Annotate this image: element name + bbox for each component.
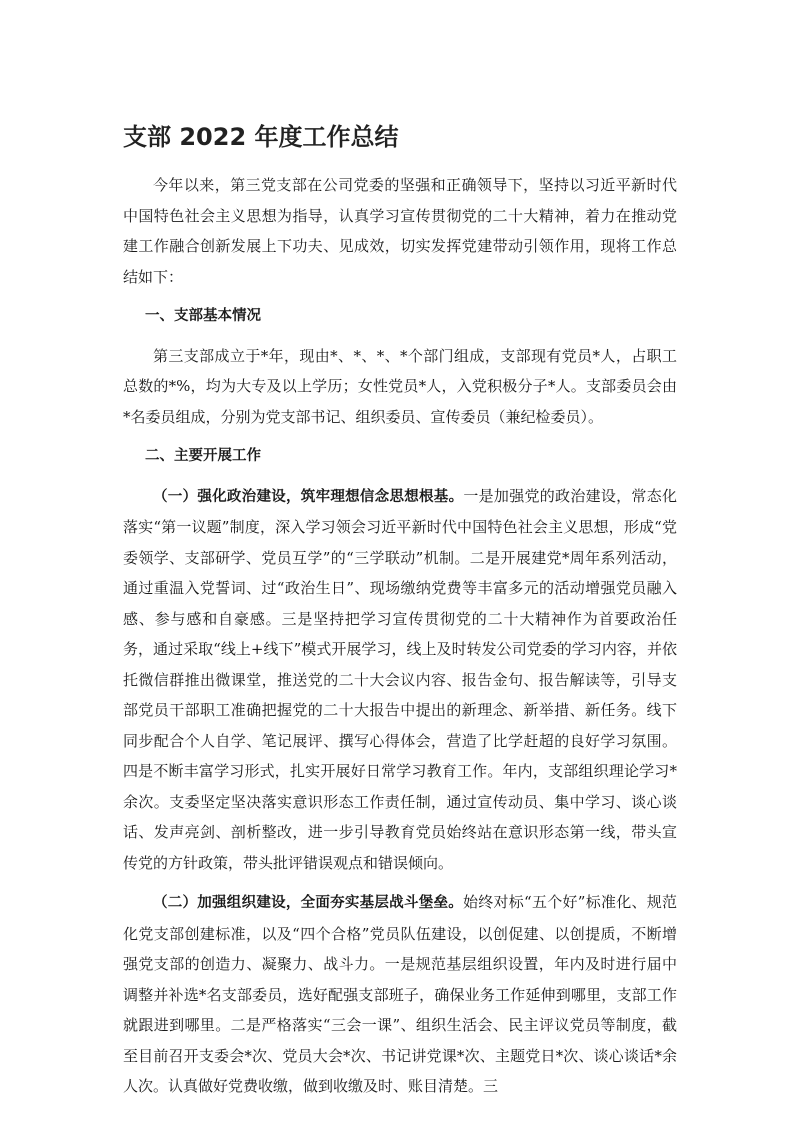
organization-building-text: 始终对标“五个好”标准化、规范化党支部创建标准，以及“四个合格”党员队伍建设，以创促建、以创提质，不断增强党支部的创造力、凝聚力、战斗力。一是规范基层组织设置，年内及时进行届中调整并补选*名支部委员，选好配强支部班子，确保业务工作延伸到哪里，支部工作就跟进到哪里。二是严格落实“三会一课”、组织生活会、民主评议党员等制度，截至目前召开支委会*次、党员大会*次、书记讲党课*次、主题党日*次、谈心谈话*余人次。认真做好党费收缴，做到收缴及时、账目清楚。三 xyxy=(123,893,678,1095)
political-building-text: 一是加强党的政治建设，常态化落实“第一议题”制度，深入学习领会习近平新时代中国特色社会主义思想，形成“党委领学、支部研学、党员互学”的“三学联动”机制。二是开展建党*周年系列活动，通过重温入党誓词、过“政治生日”、现场缴纳党费等丰富多元的活动增强党员融入感、参与感和自豪感。三是坚持把学习宣传贯彻党的二十大精神作为首要政治任务，通过采取“线上+线下”模式开展学习，线上及时转发公司党委的学习内容，并依托微信群推出微课堂，推送党的二十大会议内容、报告金句、报告解读等，引导支部党员干部职工准确把握党的二十大报告中提出的新理念、新举措、新任务。线下同步配合个人自学、笔记展评、撰写心得体会，营造了比学赶超的良好学习氛围。四是不断丰富学习形式，扎实开展好日常学习教育工作。年内，支部组织理论学习*余次。支委坚定坚决落实意识形态工作责任制，通过宣传动员、集中学习、谈心谈话、发声亮剑、剖析整改，进一步引导教育党员始终站在意识形态第一线，带头宣传党的方针政策，带头批评错误观点和错误倾向。 xyxy=(123,486,677,872)
basic-info-paragraph: 第三支部成立于*年，现由*、*、*、*个部门组成，支部现有党员*人，占职工总数的*%，均为大专及以上学历；女性党员*人，入党积极分子*人。支部委员会由*名委员组成，分别为党支部书记、组织委员、宣传委员（兼纪检委员）。 xyxy=(123,346,677,426)
section-heading-main-work: 二、主要开展工作 xyxy=(145,448,261,464)
section-heading-basic-info: 一、支部基本情况 xyxy=(145,308,261,324)
organization-building-paragraph xyxy=(123,887,677,1102)
political-building-lead: （一）强化政治建设，筑牢理想信念思想根基。 xyxy=(153,488,464,505)
organization-building-lead: （二）加强组织建设，全面夯实基层战斗堡垒。 xyxy=(153,895,463,911)
document-body xyxy=(123,170,677,1111)
intro-paragraph: 今年以来，第三党支部在公司党委的坚强和正确领导下，坚持以习近平新时代中国特色社会主义思想为指导，认真学习宣传贯彻党的二十大精神，着力在推动党建工作融合创新发展上下功夫、见成效，切实发挥党建带动引领作用，现将工作总结如下： xyxy=(123,176,677,286)
document-title: 支部 2022 年度工作总结 xyxy=(123,123,399,151)
political-building-paragraph xyxy=(123,481,677,879)
